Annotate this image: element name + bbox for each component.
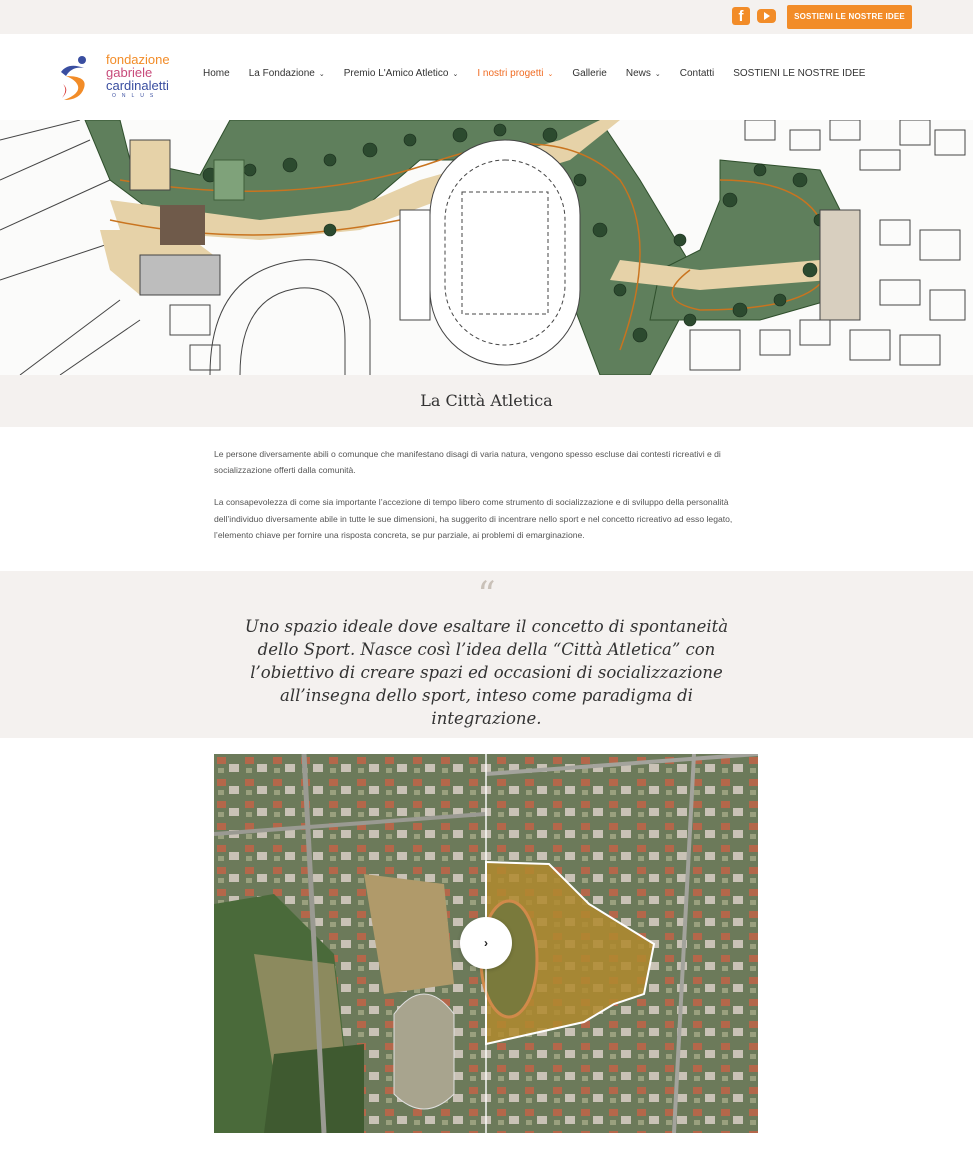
youtube-icon[interactable]: [757, 9, 776, 23]
comparison-slider-handle[interactable]: ›: [460, 917, 512, 969]
chevron-down-icon: ⌄: [452, 70, 459, 78]
nav-item-contatti[interactable]: Contatti: [679, 68, 715, 79]
chevron-down-icon: ⌄: [547, 70, 554, 78]
hero-plan-map: [0, 120, 973, 375]
facebook-icon[interactable]: f: [732, 7, 750, 25]
logo-mark-icon: [58, 54, 92, 104]
nav-item-progetti[interactable]: I nostri progetti ⌄: [477, 68, 554, 79]
intro-paragraph: Le persone diversamente abili o comunque che manifestano disagi di varia natura, vengono spesso escluse dai contesti ricreativi e di socializzazione offerti dalla comunità.: [214, 449, 721, 476]
before-after-comparison[interactable]: [214, 754, 758, 1133]
logo-wordmark: fondazione gabriele cardinaletti ONLUS: [106, 52, 170, 99]
main-navigation: [203, 68, 884, 79]
quote-mark-icon: “: [477, 575, 496, 616]
intro-paragraph: La consapevolezza di come sia importante l’accezione di tempo libero come strumento di socializzazione e di sviluppo della personalità dell’individuo diversamente abile in tutte le sue dimensioni, ha suggerito di incentrare nello sport e nel concetto ricreativo ad esso legato, l’elemento chiave per fornire una risposta concreta, se pur parziale, ai problemi di emarginazione.: [214, 497, 733, 540]
site-plan-drawing: [0, 120, 973, 375]
quote-band: [0, 571, 973, 738]
title-band: [0, 375, 973, 427]
nav-item-la-fondazione[interactable]: La Fondazione ⌄: [248, 68, 325, 79]
site-header: [0, 34, 973, 120]
site-logo[interactable]: [58, 52, 188, 108]
nav-item-home[interactable]: Home: [203, 68, 230, 79]
chevron-down-icon: ⌄: [654, 70, 661, 78]
donate-button[interactable]: SOSTIENI LE NOSTRE IDEE: [787, 5, 912, 29]
pull-quote: Uno spazio ideale dove esaltare il concetto di spontaneità dello Sport. Nasce così l’idea della “Città Atletica” con l’obiettivo di creare spazi ed occasioni di socializzazione all’insegna dello sport, inteso come paradigma di integrazione.: [244, 617, 729, 728]
nav-item-gallerie[interactable]: Gallerie: [572, 68, 607, 79]
nav-item-news[interactable]: News ⌄: [625, 68, 661, 79]
intro-text: [214, 446, 759, 559]
nav-item-sostieni[interactable]: SOSTIENI LE NOSTRE IDEE: [733, 68, 866, 79]
top-bar: [0, 0, 973, 34]
nav-item-premio[interactable]: Premio L'Amico Atletico ⌄: [343, 68, 459, 79]
page-title: La Città Atletica: [420, 391, 553, 410]
chevron-down-icon: ⌄: [318, 70, 325, 78]
